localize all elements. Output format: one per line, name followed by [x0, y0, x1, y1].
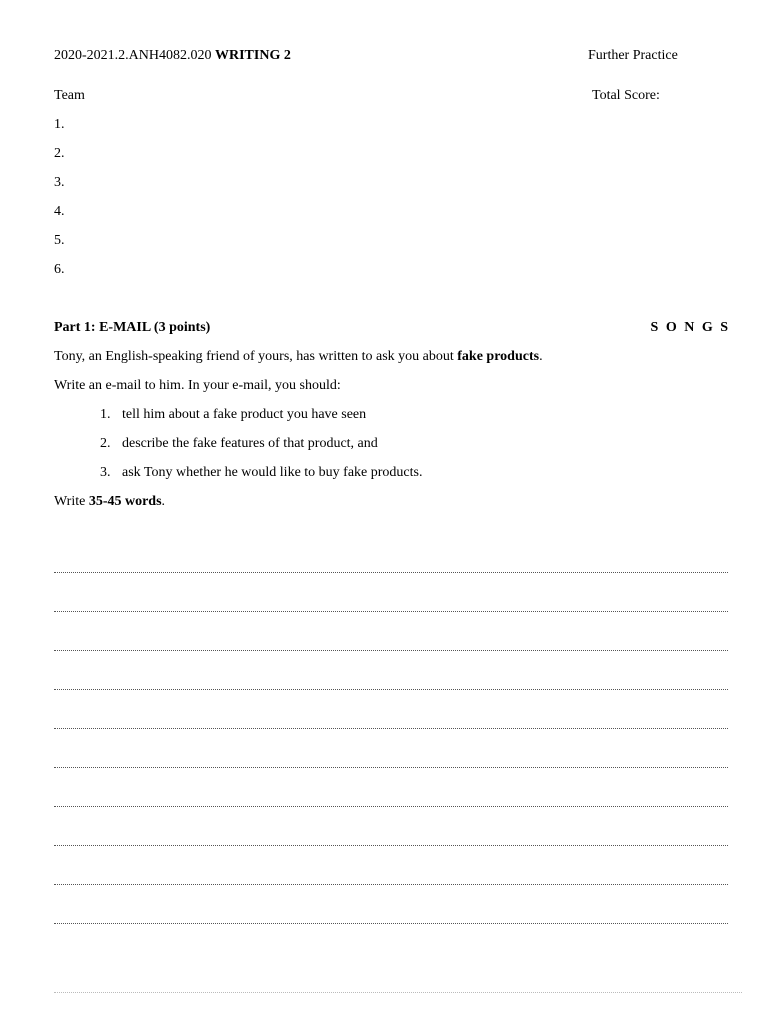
- task-number: 3.: [100, 465, 111, 480]
- writing-line[interactable]: [54, 611, 728, 612]
- intro-bold: fake products: [457, 349, 540, 364]
- writing-line[interactable]: [54, 845, 728, 846]
- part1-instruction: Write an e-mail to him. In your e-mail, you should:: [54, 378, 341, 393]
- task-text: describe the fake features of that product, and: [122, 436, 378, 451]
- writing-line[interactable]: [54, 572, 728, 573]
- word-count-bold: 35-45 words: [88, 494, 162, 509]
- team-label: Team: [54, 88, 85, 103]
- writing-line[interactable]: [54, 650, 728, 651]
- team-member-4: 4.: [54, 204, 65, 219]
- team-member-1: 1.: [54, 117, 65, 132]
- task-item: [100, 407, 366, 423]
- songs-tag: S O N G S: [650, 320, 730, 335]
- team-member-2: 2.: [54, 146, 65, 161]
- task-item: [100, 465, 422, 481]
- course-code: 2020-2021.2.ANH4082.020: [54, 48, 212, 63]
- word-count-instruction: [54, 494, 165, 510]
- intro-end: .: [539, 349, 543, 364]
- team-member-6: 6.: [54, 262, 65, 277]
- task-text: tell him about a fake product you have seen: [122, 407, 367, 422]
- task-number: 2.: [100, 436, 111, 451]
- intro-text: Tony, an English-speaking friend of yours, has written to ask you about: [54, 349, 458, 364]
- task-number: 1.: [100, 407, 111, 422]
- total-score-label: Total Score:: [592, 88, 660, 103]
- word-count-text: Write: [54, 494, 89, 509]
- writing-line[interactable]: [54, 689, 728, 690]
- course-title: WRITING 2: [215, 48, 291, 63]
- writing-line[interactable]: [54, 884, 728, 885]
- part1-heading: Part 1: E-MAIL (3 points): [54, 320, 211, 335]
- part1-intro: [54, 349, 543, 365]
- word-count-end: .: [161, 494, 166, 509]
- writing-line[interactable]: [54, 767, 728, 768]
- writing-line[interactable]: [54, 806, 728, 807]
- task-text: ask Tony whether he would like to buy fake products.: [122, 465, 423, 480]
- task-item: [100, 436, 378, 452]
- further-practice-label: Further Practice: [588, 48, 678, 63]
- writing-line[interactable]: [54, 923, 728, 924]
- course-header: [54, 48, 291, 64]
- writing-line[interactable]: [54, 728, 728, 729]
- team-member-3: 3.: [54, 175, 65, 190]
- team-member-5: 5.: [54, 233, 65, 248]
- page-bottom-divider: [54, 992, 742, 993]
